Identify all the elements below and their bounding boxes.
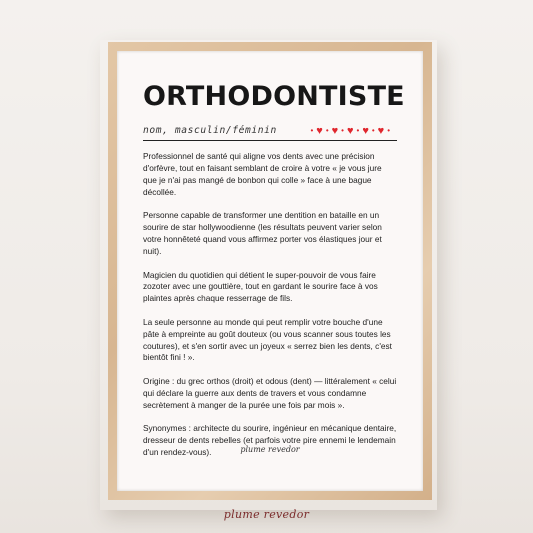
- part-of-speech: nom, masculin/féminin: [143, 125, 277, 136]
- definition-paragraph: Personne capable de transformer une dentition en bataille en un sourire de star hollywoodienne (les résultats peuvent varier selon votre honnêteté quand vous affirmez porter vos élastiques jour et nuit).: [143, 210, 382, 257]
- definition-body: [143, 151, 397, 459]
- brand-watermark: plume revedor: [223, 508, 310, 521]
- poster-title: ORTHODONTISTE: [143, 81, 405, 112]
- poster-signature: plume revedor: [240, 445, 300, 454]
- definition-paragraph: La seule personne au monde qui peut remplir votre bouche d'une pâte à empreinte au goût douteux (ou vous scanner sous toutes les coutures), et s'en sortir avec un joyeux « serrez bien les dents, c'est bientôt fini ! ».: [143, 316, 392, 363]
- wooden-frame: [108, 42, 432, 500]
- definition-subline: [143, 125, 397, 139]
- origin-paragraph: Origine : du grec orthos (droit) et odous (dent) — littéralement « celui qui déclare la guerre aux dents de travers et vous condamne secrètement à manger de la purée une fois par mois ».: [143, 375, 397, 410]
- heart-divider-icon: • ♥ • ♥ • ♥ • ♥ • ♥ •: [310, 124, 390, 137]
- definition-paragraph: Magicien du quotidien qui détient le super-pouvoir de vous faire zozoter avec une gouttière, tout en gardant le sourire face à vos plaintes après chaque resserrage de fils.: [143, 269, 378, 304]
- definition-paragraph: Professionnel de santé qui aligne vos dents avec une précision d'orfèvre, tout en faisant semblant de croire à votre « je vous jure que je n'ai pas mangé de bonbon qui colle » face à une bague décollée.: [143, 151, 382, 198]
- poster-print: [117, 51, 423, 491]
- title-rule: [143, 140, 397, 141]
- synonyms-paragraph: Synonymes : architecte du sourire, ingénieur en mécanique dentaire, dresseur de dents rebelles (et parfois votre pire ennemi le lendemain d'un rendez-vous).: [143, 423, 397, 457]
